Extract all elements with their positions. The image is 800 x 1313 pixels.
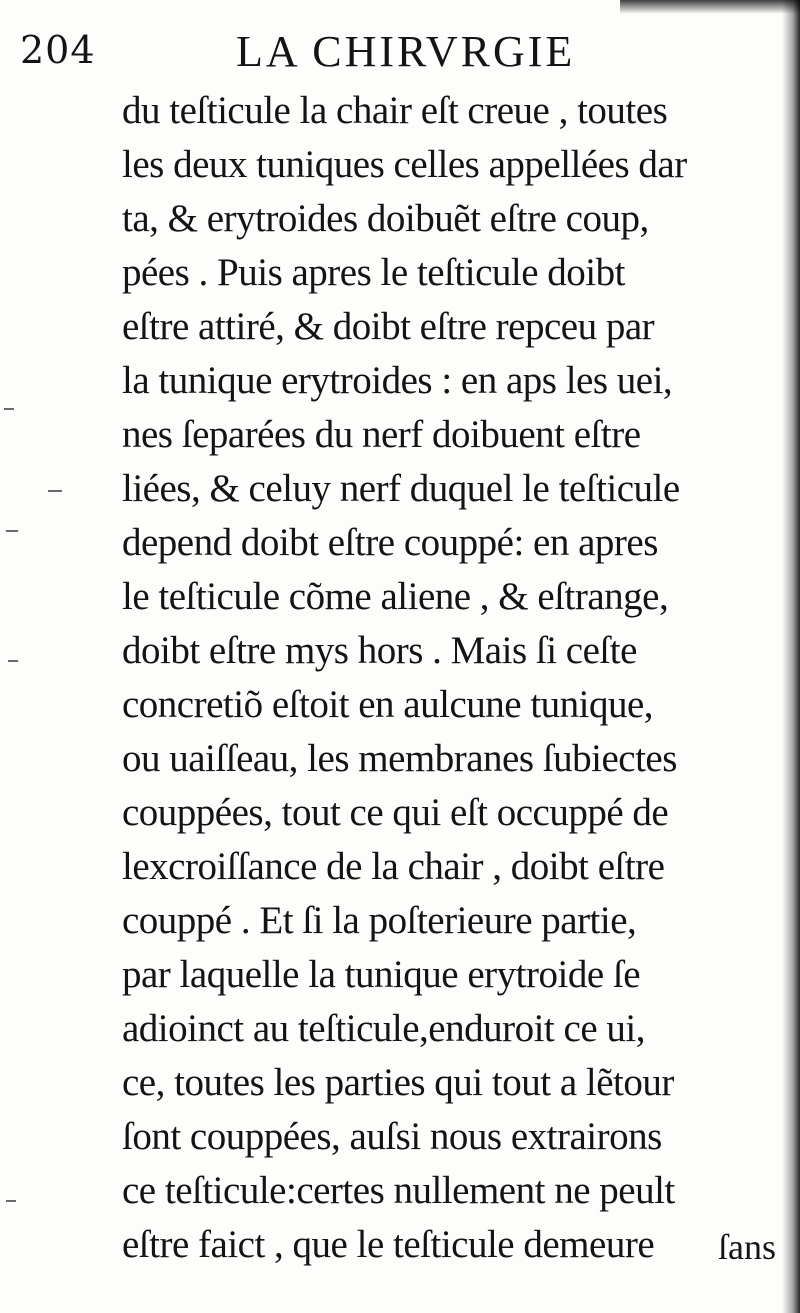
margin-mark bbox=[48, 490, 62, 492]
text-line: ce teſticule:certes nullement ne peult bbox=[122, 1169, 675, 1212]
text-line: du teſticule la chair eſt creue , toutes bbox=[122, 89, 668, 132]
margin-mark bbox=[8, 660, 18, 662]
text-line: eſtre faict , que le teſticule demeure bbox=[122, 1223, 655, 1266]
text-line: adioinct au teſticule,enduroit ce ui, bbox=[122, 1007, 645, 1050]
margin-mark bbox=[6, 1200, 16, 1202]
text-line: liées, & celuy nerf duquel le teſticule bbox=[122, 467, 680, 510]
gutter-shadow bbox=[782, 0, 800, 1313]
text-line: nes ſeparées du nerf doibuent eſtre bbox=[122, 413, 641, 456]
text-line: ſont couppées, auſsi nous extrairons bbox=[122, 1115, 662, 1158]
text-line: les deux tuniques celles appellées dar bbox=[122, 143, 687, 186]
text-line: concretiõ eſtoit en aulcune tunique, bbox=[122, 683, 654, 726]
text-line: la tunique erytroides : en aps les uei, bbox=[122, 359, 673, 402]
page-number: 204 bbox=[20, 28, 96, 72]
text-line: depend doibt eſtre couppé: en apres bbox=[122, 521, 658, 564]
top-edge-shadow bbox=[620, 0, 800, 14]
running-title: LA CHIRVRGIE bbox=[236, 27, 576, 76]
text-line: doibt eſtre mys hors . Mais ſi ceſte bbox=[122, 629, 637, 672]
margin-mark bbox=[4, 408, 14, 410]
text-line: couppé . Et ſi la poſterieure partie, bbox=[122, 899, 637, 942]
text-line: le teſticule cõme aliene , & eſtrange, bbox=[122, 575, 669, 618]
text-line: lexcroiſſance de la chair , doibt eſtre bbox=[122, 845, 665, 888]
text-line: couppées, tout ce qui eſt occuppé de bbox=[122, 791, 669, 834]
text-line: par laquelle la tunique erytroide ſe bbox=[122, 953, 641, 996]
body-text bbox=[122, 84, 772, 1272]
text-line: pées . Puis apres le teſticule doibt bbox=[122, 251, 625, 294]
text-line: ce, toutes les parties qui tout a lẽtour bbox=[122, 1061, 674, 1104]
text-line: ta, & erytroides doibuẽt eſtre coup, bbox=[122, 197, 649, 240]
text-line: ou uaiſſeau, les membranes ſubiectes bbox=[122, 737, 677, 780]
margin-mark bbox=[6, 530, 18, 532]
catchword: ſans bbox=[718, 1227, 776, 1267]
text-line: eſtre attiré, & doibt eſtre repceu par bbox=[122, 305, 655, 348]
